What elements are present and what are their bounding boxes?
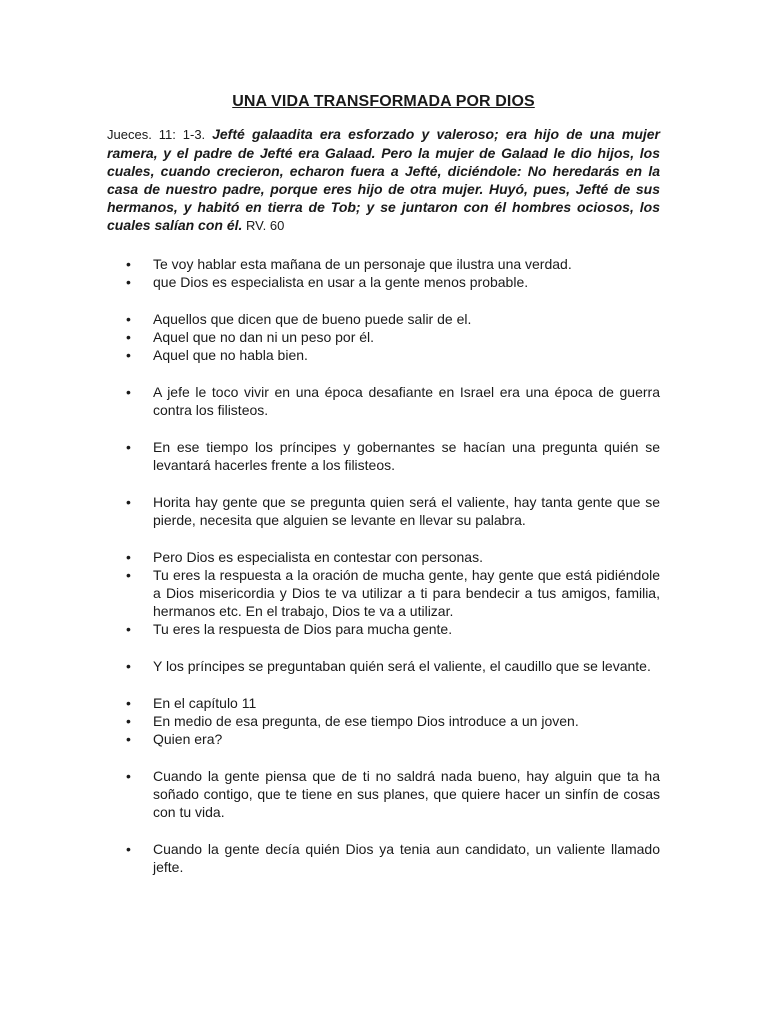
list-item-text: Aquel que no dan ni un peso por él. [153, 329, 375, 345]
bullet-list [107, 493, 660, 529]
bullet-icon: • [126, 713, 131, 729]
bullet-icon: • [126, 311, 131, 327]
list-item [107, 346, 660, 364]
bullet-icon: • [126, 347, 131, 363]
bullet-icon: • [126, 731, 131, 747]
list-item [107, 548, 660, 566]
bullet-list [107, 694, 660, 748]
list-item [107, 657, 660, 675]
list-item [107, 273, 660, 291]
list-item [107, 620, 660, 638]
list-item-text: Quien era? [153, 731, 223, 747]
bullet-icon: • [126, 274, 131, 290]
bullet-list [107, 438, 660, 474]
list-item-text: que Dios es especialista en usar a la gente menos probable. [153, 274, 529, 290]
list-item [107, 255, 660, 273]
document-title: UNA VIDA TRANSFORMADA POR DIOS [232, 93, 535, 110]
list-item-text: Cuando la gente piensa que de ti no saldrá nada bueno, hay alguin que ta ha soñado contigo, que te tiene en sus planes, que quiere hacer un sinfín de cosas con tu vida. [153, 768, 660, 820]
list-item-text: En ese tiempo los príncipes y gobernantes se hacían una pregunta quién se levantará hacerles frente a los filisteos. [153, 439, 660, 473]
list-item-text: Pero Dios es especialista en contestar con personas. [153, 549, 483, 565]
list-item [107, 730, 660, 748]
list-item-text: Te voy hablar esta mañana de un personaje que ilustra una verdad. [153, 256, 572, 272]
list-item [107, 767, 660, 821]
list-item-text: A jefe le toco vivir en una época desafiante en Israel era una época de guerra contra los filisteos. [153, 384, 660, 418]
bullet-icon: • [126, 768, 131, 784]
list-item-text: Y los príncipes se preguntaban quién será el valiente, el caudillo que se levante. [153, 658, 651, 674]
list-item-text: Horita hay gente que se pregunta quien será el valiente, hay tanta gente que se pierde, necesita que alguien se levante en llevar su palabra. [153, 494, 660, 528]
bullet-list [107, 548, 660, 638]
list-item [107, 310, 660, 328]
bullet-groups [107, 255, 660, 876]
bullet-icon: • [126, 494, 131, 510]
list-item-text: Aquellos que dicen que de bueno puede salir de el. [153, 311, 472, 327]
list-item-text: Tu eres la respuesta de Dios para mucha gente. [153, 621, 453, 637]
bible-version: RV. 60 [242, 218, 285, 233]
scripture-intro [107, 125, 660, 235]
bullet-icon: • [126, 621, 131, 637]
list-item [107, 712, 660, 730]
scripture-reference: Jueces. 11: 1-3. [107, 127, 213, 142]
list-item [107, 840, 660, 876]
bullet-icon: • [126, 841, 131, 857]
list-item [107, 694, 660, 712]
bullet-icon: • [126, 658, 131, 674]
list-item-text: Cuando la gente decía quién Dios ya tenia aun candidato, un valiente llamado jefte. [153, 841, 660, 875]
list-item-text: En el capítulo 11 [153, 695, 257, 711]
list-item-text: Aquel que no habla bien. [153, 347, 308, 363]
list-item [107, 383, 660, 419]
bullet-list [107, 840, 660, 876]
list-item [107, 328, 660, 346]
bullet-list [107, 383, 660, 419]
list-item-text: En medio de esa pregunta, de ese tiempo Dios introduce a un joven. [153, 713, 579, 729]
bullet-icon: • [126, 329, 131, 345]
bullet-list [107, 657, 660, 675]
bullet-icon: • [126, 256, 131, 272]
bullet-list [107, 310, 660, 364]
bullet-icon: • [126, 384, 131, 400]
list-item [107, 493, 660, 529]
bullet-icon: • [126, 567, 131, 583]
bullet-list [107, 255, 660, 291]
document-page [107, 93, 660, 895]
bullet-icon: • [126, 695, 131, 711]
bullet-list [107, 767, 660, 821]
list-item [107, 566, 660, 620]
list-item [107, 438, 660, 474]
bullet-icon: • [126, 549, 131, 565]
bullet-icon: • [126, 439, 131, 455]
scripture-verse: Jefté galaadita era esforzado y valeroso; era hijo de una mujer ramera, y el padre de Jefté era Galaad. Pero la mujer de Galaad le dio hijos, los cuales, cuando crecieron, echaron fuera a Jefté, diciéndole: No heredarás en la casa de nuestro padre, porque eres hijo de otra mujer. Huyó, pues, Jefté de sus hermanos, y habitó en tierra de Tob; y se juntaron con él hombres ociosos, los cuales salían con él. [107, 126, 660, 233]
list-item-text: Tu eres la respuesta a la oración de mucha gente, hay gente que está pidiéndole a Dios misericordia y Dios te va utilizar a ti para bendecir a tus amigos, familia, hermanos etc. En el trabajo, Dios te va a utilizar. [153, 567, 660, 619]
